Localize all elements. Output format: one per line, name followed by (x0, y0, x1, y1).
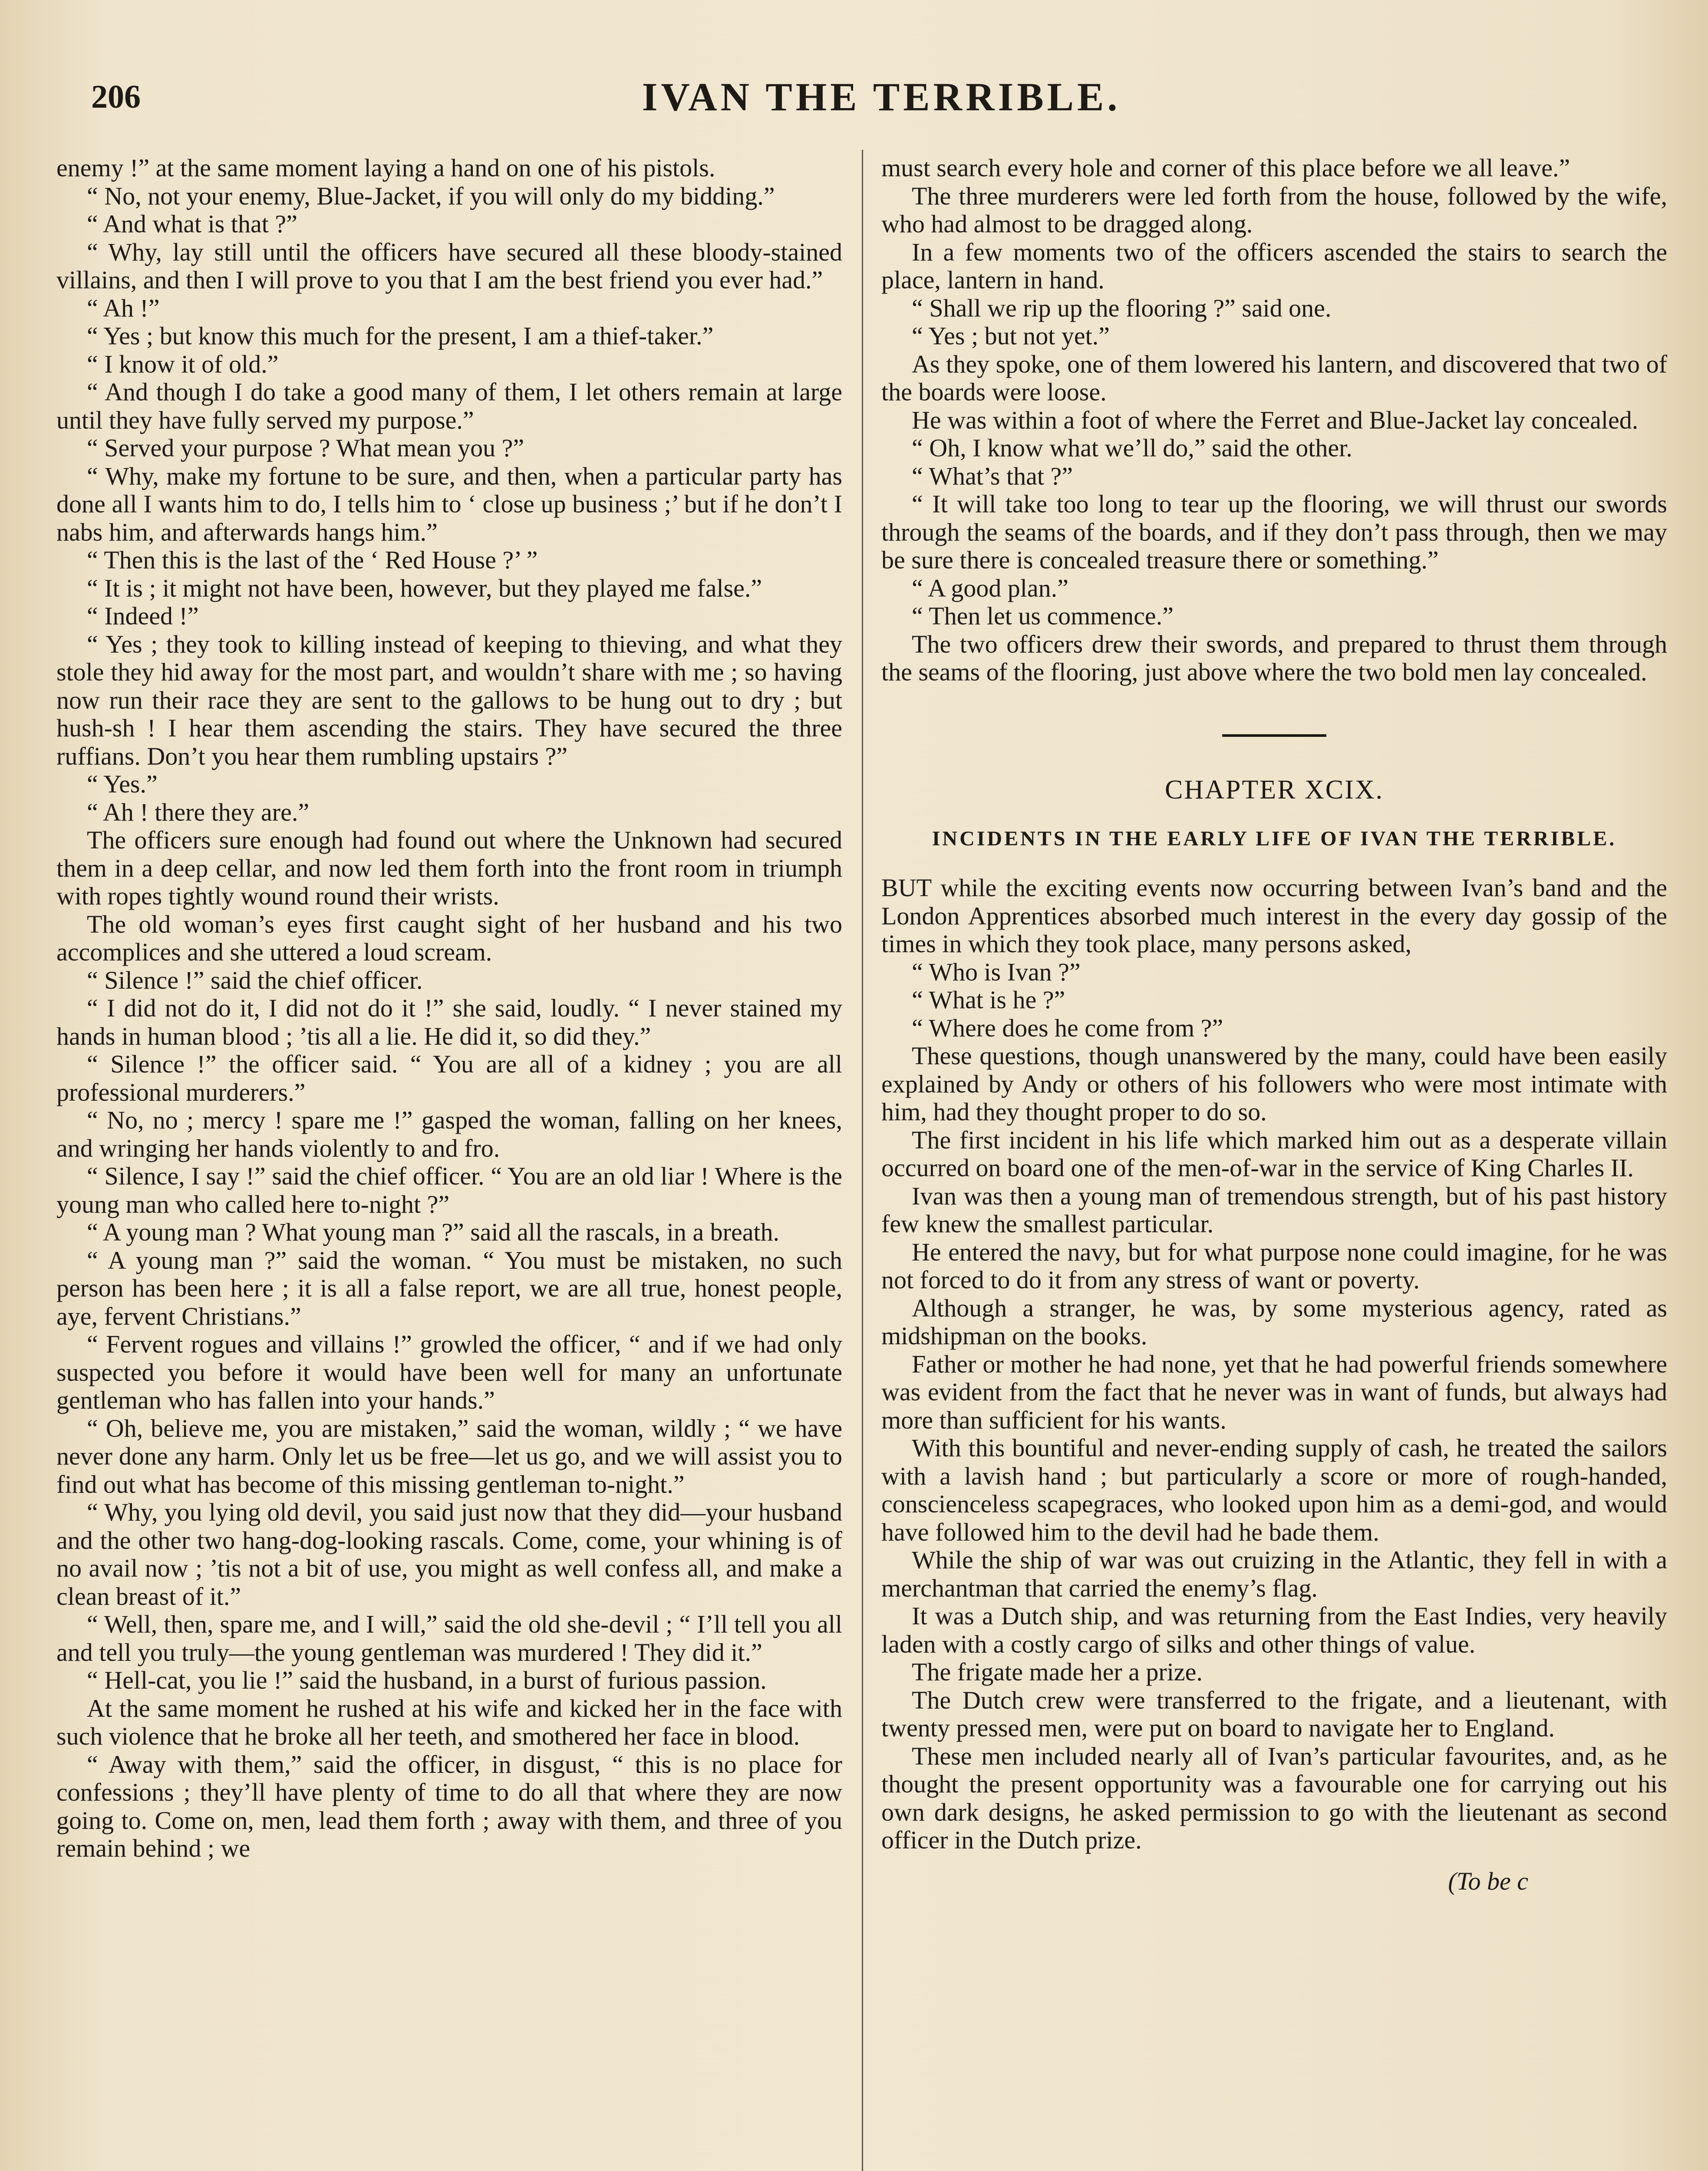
paragraph: “ Yes ; but know this much for the present, I am a thief-taker.” (87, 322, 714, 350)
paragraph: “ Silence !” the officer said. “ You are all of a kidney ; you are all professional murderers.” (56, 1050, 842, 1106)
paragraph: “ Why, make my fortune to be sure, and then, when a particular party has done all I wants him to do, I tells him to ‘ close up business ;’ but if he don’t I nabs him, and afterwards hangs him.” (56, 462, 842, 546)
paragraph: While the ship of war was out cruizing in the Atlantic, they fell in with a merchantman that carried the enemy’s flag. (881, 1546, 1667, 1602)
paragraph: “ Then let us commence.” (912, 602, 1174, 630)
paragraph: The frigate made her a prize. (912, 1658, 1203, 1686)
continued-note: (To be c (1448, 1867, 1528, 1895)
paragraph: “ What is he ?” (912, 986, 1065, 1014)
page-header (91, 74, 1672, 130)
paragraph: “ It will take too long to tear up the flooring, we will thrust our swords through the seams of the boards, and if they don’t pass through, then we may be sure there is concealed treasure there or something.” (881, 490, 1667, 574)
paragraph: “ Who is Ivan ?” (912, 957, 1081, 986)
paragraph: “ Why, lay still until the officers have secured all these bloody-stained villains, and then I will prove to you that I am the best friend you ever had.” (56, 238, 842, 294)
paragraph: “ Shall we rip up the flooring ?” said one. (912, 294, 1332, 322)
paragraph: “ And though I do take a good many of them, I let others remain at large until they have fully served my purpose.” (56, 378, 842, 434)
paragraph: “ Fervent rogues and villains !” growled the officer, “ and if we had only suspected you before it would have been well for many an unfortunate gentleman who has fallen into your hands.” (56, 1330, 842, 1414)
right-column (881, 154, 1667, 2171)
paragraph: With this bountiful and never-ending supply of cash, he treated the sailors with a lavish hand ; but particularly a score or more of rough-handed, conscienceless scapegraces, who looked upon him as a demi-god, and would have followed him to the devil had he bade them. (881, 1434, 1667, 1546)
chapter-title: CHAPTER XCIX. (1164, 775, 1384, 805)
paragraph: enemy !” at the same moment laying a hand on one of his pistols. (56, 154, 716, 182)
paragraph: “ Oh, believe me, you are mistaken,” said the woman, wildly ; “ we have never done any harm. Only let us be free—let us go, and we will assist you to find out what has become of this missing gentleman to-night.” (56, 1414, 842, 1498)
paragraph: The old woman’s eyes first caught sight of her husband and his two accomplices and she uttered a loud scream. (56, 910, 842, 966)
paragraph: He was within a foot of where the Ferret and Blue-Jacket lay concealed. (912, 406, 1639, 434)
paragraph: “ A young man ? What young man ?” said all the rascals, in a breath. (87, 1218, 780, 1246)
paragraph: “ What’s that ?” (912, 462, 1073, 490)
paragraph: The two officers drew their swords, and prepared to thrust them through the seams of the flooring, just above where the two bold men lay concealed. (881, 630, 1667, 686)
paragraph: “ I know it of old.” (87, 350, 279, 378)
paragraph: “ Hell-cat, you lie !” said the husband, in a burst of furious passion. (87, 1666, 767, 1694)
paragraph: “ Ah ! there they are.” (87, 798, 310, 826)
paragraph: “ Yes ; they took to killing instead of keeping to thieving, and what they stole they hid away for the most part, and wouldn’t share with me ; so having now run their race they are sent to the gallows to be hung out to dry ; but hush-sh ! I hear them ascending the stairs. They have secured the three ruffians. Don’t you hear them rumbling upstairs ?” (56, 630, 842, 770)
paragraph: “ No, no ; mercy ! spare me !” gasped the woman, falling on her knees, and wringing her hands violently to and fro. (56, 1106, 842, 1162)
column-divider (862, 150, 863, 2171)
paragraph: “ Well, then, spare me, and I will,” said the old she-devil ; “ I’ll tell you all and tell you truly—the young gentleman was murdered ! They did it.” (56, 1610, 842, 1666)
paragraph: “ Then this is the last of the ‘ Red House ?’ ” (87, 546, 538, 574)
page-number: 206 (91, 79, 141, 115)
paragraph: As they spoke, one of them lowered his lantern, and discovered that two of the boards were loose. (881, 350, 1667, 406)
paragraph: Father or mother he had none, yet that he had powerful friends somewhere was evident from the fact that he never was in want of funds, but always had more than sufficient for his wants. (881, 1349, 1667, 1434)
paragraph: Although a stranger, he was, by some mysterious agency, rated as midshipman on the books. (881, 1293, 1667, 1350)
paragraph: He entered the navy, but for what purpose none could imagine, for he was not forced to do it from any stress of want or poverty. (881, 1237, 1667, 1294)
paragraph: “ Where does he come from ?” (912, 1013, 1223, 1042)
paragraph: “ A good plan.” (912, 574, 1068, 602)
paragraph: Ivan was then a young man of tremendous strength, but of his past history few knew the smallest particular. (881, 1181, 1667, 1238)
paragraph: “ A young man ?” said the woman. “ You must be mistaken, no such person has been here ; it is all a false report, we are all true, honest people, aye, fervent Christians.” (56, 1246, 842, 1330)
paragraph: The three murderers were led forth from the house, followed by the wife, who had almost to be dragged along. (881, 181, 1667, 238)
paragraph: “ And what is that ?” (87, 210, 297, 238)
paragraph: “ Oh, I know what we’ll do,” said the other. (912, 434, 1352, 462)
paragraph: In a few moments two of the officers ascended the stairs to search the place, lantern in hand. (881, 238, 1667, 294)
paragraph: must search every hole and corner of this place before we all leave.” (881, 154, 1570, 182)
paragraph: “ Silence !” said the chief officer. (87, 966, 423, 994)
paragraph: “ Indeed !” (87, 602, 199, 630)
paragraph: These men included nearly all of Ivan’s particular favourites, and, as he thought the present opportunity was a favourable one for carrying out his own dark designs, he asked permission to go with the lieutenant as second officer in the Dutch prize. (881, 1742, 1667, 1854)
paragraph: “ Served your purpose ? What mean you ?” (87, 434, 524, 462)
chapter-subtitle: INCIDENTS IN THE EARLY LIFE OF IVAN THE TERRIBLE. (932, 827, 1617, 850)
paragraph: “ No, not your enemy, Blue-Jacket, if you will only do my bidding.” (87, 181, 775, 210)
paragraph: “ Yes ; but not yet.” (912, 322, 1110, 350)
paragraph: “ Silence, I say !” said the chief officer. “ You are an old liar ! Where is the young man who called here to-night ?” (56, 1162, 842, 1218)
paragraph: These questions, though unanswered by the many, could have been easily explained by Andy or others of his followers who were most intimate with him, had they thought proper to do so. (881, 1042, 1667, 1126)
left-column (56, 154, 842, 2171)
chapter-lead-paragraph: BUT while the exciting events now occurring between Ivan’s band and the London Apprentices absorbed much interest in the every day gossip of the times in which they took place, many persons asked, (881, 874, 1667, 958)
paragraph: “ I did not do it, I did not do it !” she said, loudly. “ I never stained my hands in human blood ; ’tis all a lie. He did it, so did they.” (56, 994, 842, 1050)
running-title: IVAN THE TERRIBLE. (642, 75, 1121, 119)
paragraph: At the same moment he rushed at his wife and kicked her in the face with such violence that he broke all her teeth, and smothered her face in blood. (56, 1694, 842, 1750)
paragraph: The first incident in his life which marked him out as a desperate villain occurred on board one of the men-of-war in the service of King Charles II. (881, 1125, 1667, 1182)
paragraph: “ Yes.” (87, 770, 158, 798)
paragraph: “ Ah !” (87, 294, 160, 322)
paragraph: “ Away with them,” said the officer, in disgust, “ this is no place for confessions ; they’ll have plenty of time to do all that where they are now going to. Come on, men, lead them forth ; away with them, and three of you remain behind ; we (56, 1750, 842, 1862)
paragraph: “ Why, you lying old devil, you said just now that they did—your husband and the other two hang-dog-looking rascals. Come, come, your whining is of no avail now ; ’tis not a bit of use, you might as well confess all, and make a clean breast of it.” (56, 1498, 842, 1610)
paragraph: It was a Dutch ship, and was returning from the East Indies, very heavily laden with a costly cargo of silks and other things of value. (881, 1602, 1667, 1658)
paragraph: “ It is ; it might not have been, however, but they played me false.” (87, 574, 762, 602)
paragraph: The Dutch crew were transferred to the frigate, and a lieutenant, with twenty pressed men, were put on board to navigate her to England. (881, 1686, 1667, 1742)
section-separator (1222, 734, 1326, 737)
paragraph: The officers sure enough had found out where the Unknown had secured them in a deep cellar, and now led them forth into the front room in triumph with ropes tightly wound round their wrists. (56, 826, 842, 910)
